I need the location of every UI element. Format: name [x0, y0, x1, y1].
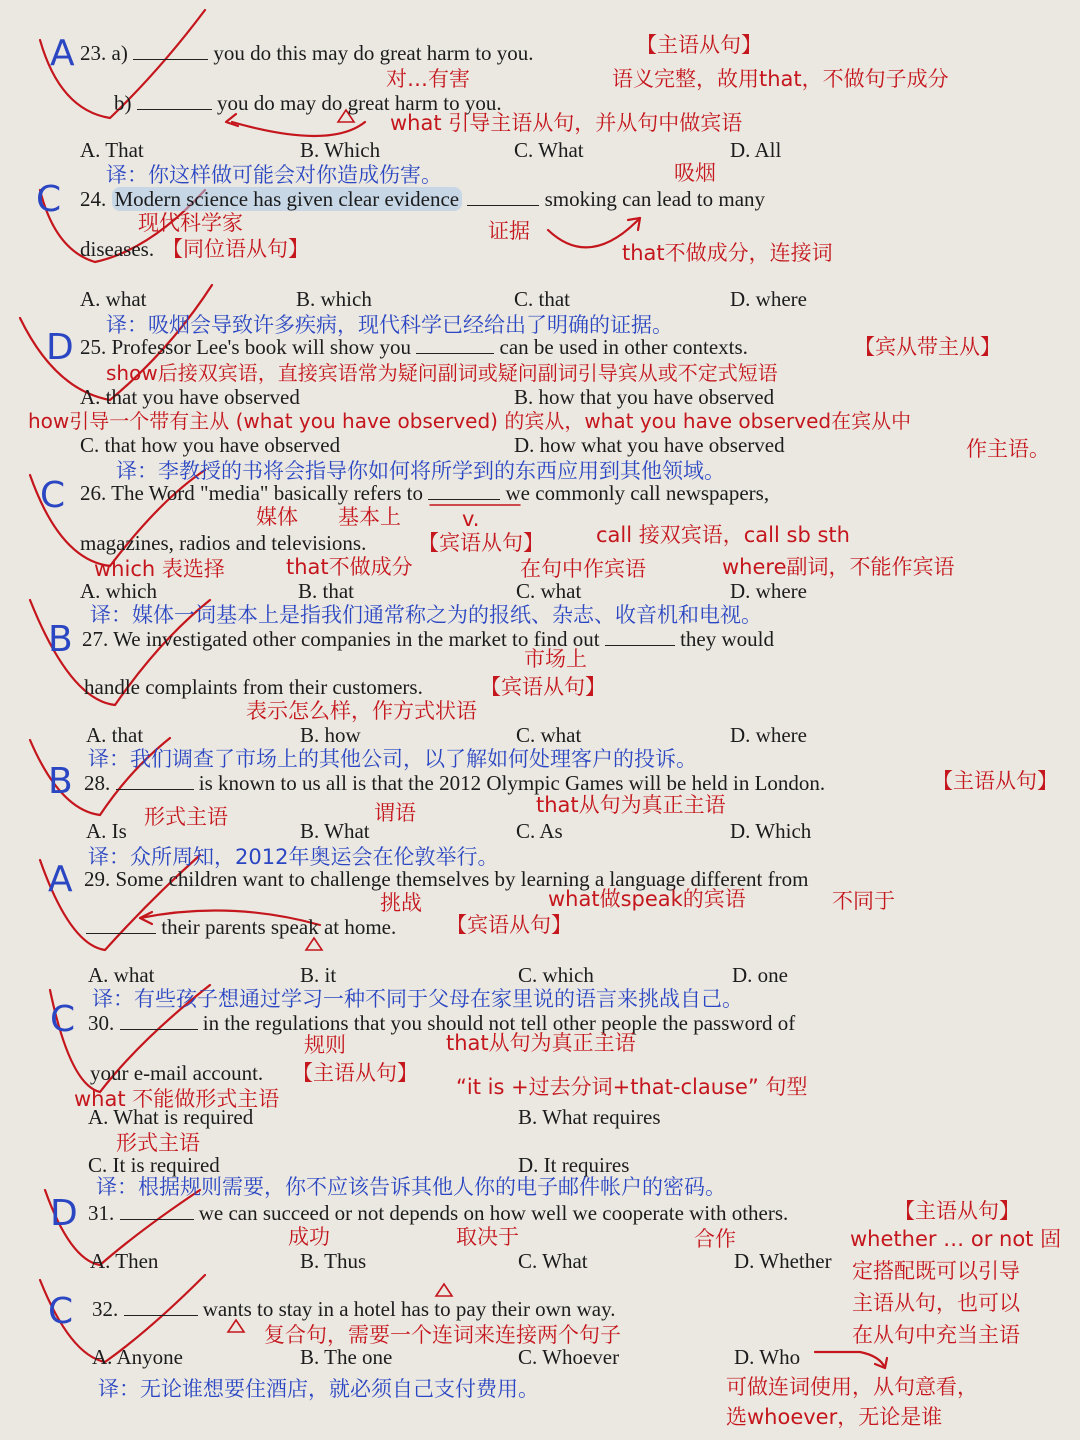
answer-letter-26: C: [40, 475, 66, 516]
note-23-a: 语义完整，故用that，不做句子成分: [612, 67, 949, 91]
answer-blank: [137, 91, 212, 110]
tag-subject-clause: 【主语从句】: [932, 769, 1058, 793]
note-harm: 对…有害: [386, 67, 470, 91]
tag-subject-clause: 【主语从句】: [894, 1199, 1020, 1223]
note-compound-sentence: 复合句，需要一个连词来连接两个句子: [264, 1323, 621, 1347]
answer-blank: [116, 771, 194, 790]
note-modern-science: 现代科学家: [138, 211, 243, 235]
note-whether-3: 主语从句，也可以: [852, 1291, 1020, 1315]
answer-letter-31: D: [50, 1193, 78, 1234]
note-predicate: 谓语: [374, 801, 416, 825]
note-cooperate: 合作: [694, 1227, 736, 1251]
note-which: which 表选择: [94, 557, 225, 581]
tag-subject-clause: 【主语从句】: [292, 1061, 418, 1085]
answer-blank: [120, 1011, 198, 1030]
tag-object-clause: 【宾语从句】: [446, 913, 572, 937]
option-a[interactable]: A. that you have observed: [80, 385, 300, 409]
question-27-line-2: handle complaints from their customers.: [84, 675, 423, 699]
option-d[interactable]: D. where: [730, 723, 807, 747]
note-formal-subject: 形式主语: [116, 1131, 200, 1155]
option-d[interactable]: D. Which: [730, 819, 812, 843]
option-b[interactable]: B. The one: [300, 1345, 393, 1369]
tag-object-clause-with-subject-clause: 【宾从带主从】: [854, 335, 1001, 359]
answer-blank: [120, 1201, 194, 1220]
note-market: 市场上: [524, 647, 587, 671]
question-23-line-b: b) you do may do great harm to you.: [114, 91, 502, 115]
answer-blank: [605, 627, 675, 646]
option-d[interactable]: D. All: [730, 138, 782, 162]
option-d[interactable]: D. where: [730, 579, 807, 603]
option-c[interactable]: C. As: [516, 819, 563, 843]
option-d[interactable]: D. where: [730, 287, 807, 311]
answer-blank: [133, 41, 208, 60]
option-d[interactable]: D. how what you have observed: [514, 433, 785, 457]
question-26-line-2: magazines, radios and televisions.: [80, 531, 367, 555]
note-subject: 作主语。: [966, 437, 1050, 461]
note-real-subject: that从句为真正主语: [536, 793, 726, 817]
note-verb: v.: [462, 507, 480, 531]
option-d[interactable]: D. Who: [734, 1345, 801, 1369]
note-whether-2: 定搭配既可以引导: [852, 1259, 1020, 1283]
option-a[interactable]: A. What is required: [88, 1105, 254, 1129]
option-b[interactable]: B. Thus: [300, 1249, 367, 1273]
answer-blank: [467, 187, 539, 206]
option-c[interactable]: C. What: [514, 138, 584, 162]
question-23-line-a: 23. a) you do this may do great harm to you.: [80, 41, 534, 65]
option-b[interactable]: B. What requires: [518, 1105, 661, 1129]
translation-29: 译：有些孩子想通过学习一种不同于父母在家里说的语言来挑战自己。: [92, 987, 743, 1011]
option-c[interactable]: C. which: [518, 963, 594, 987]
translation-24: 译：吸烟会导致许多疾病，现代科学已经给出了明确的证据。: [106, 313, 673, 337]
note-media: 媒体: [256, 505, 298, 529]
arrow-23: [232, 122, 365, 136]
option-a[interactable]: A. what: [80, 287, 147, 311]
option-c[interactable]: C. that how you have observed: [80, 433, 341, 457]
note-where: where副词，不能作宾语: [722, 555, 955, 579]
answer-letter-27: B: [48, 619, 73, 660]
option-d[interactable]: D. one: [732, 963, 788, 987]
tag-object-clause: 【宾语从句】: [480, 675, 606, 699]
answer-blank: [416, 335, 494, 354]
answer-letter-29: A: [48, 859, 73, 900]
question-29-line-2: their parents speak at home.: [86, 914, 396, 940]
option-a[interactable]: A. what: [88, 963, 155, 987]
option-d[interactable]: D. Whether: [734, 1249, 832, 1273]
note-who-2: 选whoever，无论是谁: [726, 1405, 943, 1429]
translation-32: 译：无论谁想要住酒店，就必须自己支付费用。: [98, 1377, 539, 1401]
option-a[interactable]: A. Then: [90, 1249, 159, 1273]
answer-letter-25: D: [46, 327, 74, 368]
note-whether-1: whether … or not 固: [850, 1227, 1062, 1251]
option-b[interactable]: B. how that you have observed: [514, 385, 775, 409]
translation-27: 译：我们调查了市场上的其他公司，以了解如何处理客户的投诉。: [88, 747, 697, 771]
question-27-line-1: 27. We investigated other companies in the market to find out they would: [82, 627, 774, 651]
note-whether-4: 在从句中充当主语: [852, 1323, 1020, 1347]
answer-letter-32: C: [48, 1291, 74, 1332]
question-32-line-1: 32. wants to stay in a hotel has to pay their own way.: [92, 1297, 616, 1321]
option-c[interactable]: C. that: [514, 287, 570, 311]
option-a[interactable]: A. Is: [86, 819, 127, 843]
answer-letter-23: A: [50, 33, 75, 74]
note-how: how引导一个带有主从 (what you have observed) 的宾从，what you have observed在宾从中: [28, 409, 912, 433]
translation-26: 译：媒体一词基本上是指我们通常称之为的报纸、杂志、收音机和电视。: [90, 603, 762, 627]
tag-object-clause: 【宾语从句】: [418, 531, 544, 555]
note-smoking: 吸烟: [674, 161, 716, 185]
option-b[interactable]: B. how: [300, 723, 361, 747]
question-24-line-1: 24. Modern science has given clear evidence smoking can lead to many: [80, 187, 766, 211]
note-different-from: 不同于: [832, 889, 895, 913]
option-a[interactable]: A. Anyone: [92, 1345, 183, 1369]
option-b[interactable]: B. Which: [300, 138, 381, 162]
note-what: 在句中作宾语: [520, 557, 646, 581]
note-who-1: 可做连词使用，从句意看，: [726, 1375, 978, 1399]
option-c[interactable]: C. what: [516, 723, 582, 747]
note-depend: 取决于: [456, 1225, 519, 1249]
note-show: show后接双宾语，直接宾语常为疑问副词或疑问副词引导宾从或不定式短语: [106, 361, 778, 385]
answer-letter-24: C: [36, 179, 62, 220]
question-24-line-2: diseases.: [80, 237, 155, 261]
answer-letter-28: B: [48, 761, 73, 802]
answer-letter-30: C: [50, 999, 76, 1040]
question-25-line-1: 25. Professor Lee's book will show you can be used in other contexts.: [80, 335, 748, 359]
answer-blank: [86, 915, 156, 934]
question-30-line-2: your e-mail account.: [90, 1061, 264, 1085]
option-b[interactable]: B. that: [298, 579, 354, 603]
option-c[interactable]: C. It is required: [88, 1153, 220, 1177]
note-formal-subject: 形式主语: [144, 805, 228, 829]
option-b[interactable]: B. which: [296, 287, 372, 311]
note-that: that不做成分: [286, 555, 413, 579]
note-challenge: 挑战: [380, 891, 422, 915]
question-26-line-1: 26. The Word "media" basically refers to we commonly call newspapers,: [80, 481, 770, 505]
option-a[interactable]: A. which: [80, 579, 157, 603]
translation-30: 译：根据规则需要，你不应该告诉其他人你的电子邮件帐户的密码。: [96, 1175, 726, 1199]
note-basically: 基本上: [338, 505, 401, 529]
note-evidence: 证据: [488, 219, 530, 243]
question-30-line-1: 30. in the regulations that you should not tell other people the password of: [88, 1011, 796, 1035]
note-23-b: what 引导主语从句，并从句中做宾语: [390, 111, 743, 135]
tag-appositive-clause: 【同位语从句】: [162, 237, 309, 261]
option-b[interactable]: B. What: [300, 819, 370, 843]
option-a[interactable]: A. That: [80, 138, 144, 162]
option-d[interactable]: D. It requires: [518, 1153, 630, 1177]
note-pattern: “it is +过去分词+that-clause” 句型: [456, 1075, 808, 1099]
note-real-subject: that从句为真正主语: [446, 1031, 636, 1055]
note-that-connector: that不做成分，连接词: [622, 241, 833, 265]
question-31-line-1: 31. we can succeed or not depends on how well we cooperate with others.: [88, 1201, 789, 1225]
answer-blank: [428, 481, 500, 500]
note-what-object: what做speak的宾语: [548, 887, 746, 911]
option-a[interactable]: A. that: [86, 723, 144, 747]
tag-subject-clause: 【主语从句】: [636, 33, 762, 57]
option-c[interactable]: C. what: [516, 579, 582, 603]
question-29-line-1: 29. Some children want to challenge themselves by learning a language different from: [84, 867, 809, 891]
note-regulations: 规则: [304, 1033, 346, 1057]
note-call: call 接双宾语，call sb sth: [596, 523, 850, 547]
option-b[interactable]: B. it: [300, 963, 337, 987]
option-c[interactable]: C. Whoever: [518, 1345, 620, 1369]
note-how: 表示怎么样，作方式状语: [246, 699, 477, 723]
question-28-line-1: 28. is known to us all is that the 2012 Olympic Games will be held in London.: [84, 771, 826, 795]
arrow-32: [815, 1352, 885, 1368]
translation-25: 译：李教授的书将会指导你如何将所学到的东西应用到其他领域。: [116, 459, 725, 483]
translation-28: 译：众所周知，2012年奥运会在伦敦举行。: [88, 845, 499, 869]
note-what-not-formal: what 不能做形式主语: [74, 1087, 280, 1111]
translation-23: 译：你这样做可能会对你造成伤害。: [106, 163, 442, 187]
option-c[interactable]: C. What: [518, 1249, 588, 1273]
note-succeed: 成功: [288, 1225, 330, 1249]
answer-blank: [124, 1297, 198, 1316]
